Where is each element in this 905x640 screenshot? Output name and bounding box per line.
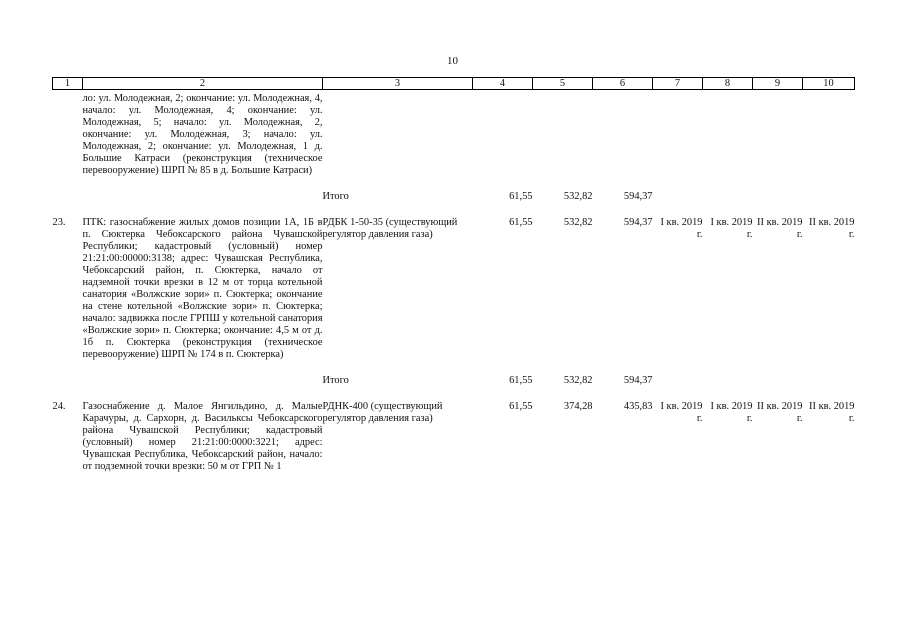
row-c10: II кв. 2019 г. bbox=[809, 217, 855, 240]
col-header-2: 2 bbox=[83, 78, 323, 90]
page-number: 10 bbox=[447, 55, 458, 67]
subtotal-c6: 594,37 bbox=[623, 191, 653, 202]
row-c4: 61,55 bbox=[509, 401, 533, 412]
col-header-8: 8 bbox=[703, 78, 753, 90]
table-row bbox=[53, 217, 855, 361]
subtotal-c4: 61,55 bbox=[509, 375, 533, 386]
investment-table bbox=[52, 77, 855, 473]
row-c5: 532,82 bbox=[563, 217, 593, 228]
row-c8: I кв. 2019 г. bbox=[710, 401, 753, 424]
col-header-1: 1 bbox=[53, 78, 83, 90]
row-c7: I кв. 2019 г. bbox=[660, 217, 703, 240]
row-c7: I кв. 2019 г. bbox=[660, 401, 703, 424]
row-description: ПТК: газоснабжение жилых домов позиции 1А, 1Б в п. Сюктерка Чебоксарского района Чувашской Республики; кадастровый (условный) номер 21:21:00:00000:3138; адрес: Чувашская Республика, Чебоксарский район, п. Сюктерка, начало от надземной точки врезки в 12 м от торца котельной санатория «Волжские зори» п. Сюктерка; окончание на стене котельной «Волжские зори» п. Сюктерка; начало: задвижка после ГРПШ у котельной санатория «Волжские зори» п. Сюктерка; окончание: 4,5 м от д. 1б п. Сюктерка (реконструкция (техническое перевооружение) ШРП № 174 в п. Сюктерка) bbox=[82, 217, 323, 360]
column-number-row bbox=[53, 78, 855, 90]
col-header-10: 10 bbox=[803, 78, 855, 90]
row-c10: II кв. 2019 г. bbox=[809, 401, 855, 424]
row-c4: 61,55 bbox=[509, 217, 533, 228]
continuation-description: ло: ул. Молодежная, 2; окончание: ул. Молодежная, 4, начало: ул. Молодежная, 4; окончание: ул. Молодежная, 5; начало: ул. Молодежная, 2, окончание: ул. Молодежная, 3; начало: ул. Молодежная, 2; окончание: ул. Молодежная, 1 д. Большие Катраси (реконструкция (техническое перевооружение) ШРП № 85 в д. Большие Катраси) bbox=[82, 93, 323, 176]
row-number: 23. bbox=[52, 217, 66, 228]
subtotal-c4: 61,55 bbox=[509, 191, 533, 202]
col-header-3: 3 bbox=[323, 78, 473, 90]
subtotal-row bbox=[53, 375, 855, 387]
row-c6: 594,37 bbox=[623, 217, 653, 228]
subtotal-label: Итого bbox=[322, 375, 349, 386]
row-equipment: РДБК 1-50-35 (существующий регулятор давления газа) bbox=[322, 217, 458, 240]
col-header-9: 9 bbox=[753, 78, 803, 90]
row-equipment: РДНК-400 (существующий регулятор давления газа) bbox=[322, 401, 443, 424]
row-c6: 435,83 bbox=[623, 401, 653, 412]
row-description: Газоснабжение д. Малое Янгильдино, д. Малые Карачуры, д. Сархорн, д. Васильксы Чебоксарского района Чувашской Республики; кадастровый (условный) номер 21:21:00:0000:3221; адрес: Чувашская Республика, Чебоксарский район, начало: от подземной точки врезки: 50 м от ГРП № 1 bbox=[82, 401, 323, 472]
row-c5: 374,28 bbox=[563, 401, 593, 412]
subtotal-c5: 532,82 bbox=[563, 191, 593, 202]
col-header-6: 6 bbox=[593, 78, 653, 90]
col-header-4: 4 bbox=[473, 78, 533, 90]
col-header-5: 5 bbox=[533, 78, 593, 90]
subtotal-label: Итого bbox=[322, 191, 349, 202]
table-row bbox=[53, 401, 855, 473]
subtotal-row bbox=[53, 191, 855, 203]
subtotal-c6: 594,37 bbox=[623, 375, 653, 386]
subtotal-c5: 532,82 bbox=[563, 375, 593, 386]
col-header-7: 7 bbox=[653, 78, 703, 90]
row-c9: II кв. 2019 г. bbox=[757, 401, 803, 424]
row-c8: I кв. 2019 г. bbox=[710, 217, 753, 240]
row-number: 24. bbox=[52, 401, 66, 412]
continuation-row bbox=[53, 90, 855, 178]
row-c9: II кв. 2019 г. bbox=[757, 217, 803, 240]
